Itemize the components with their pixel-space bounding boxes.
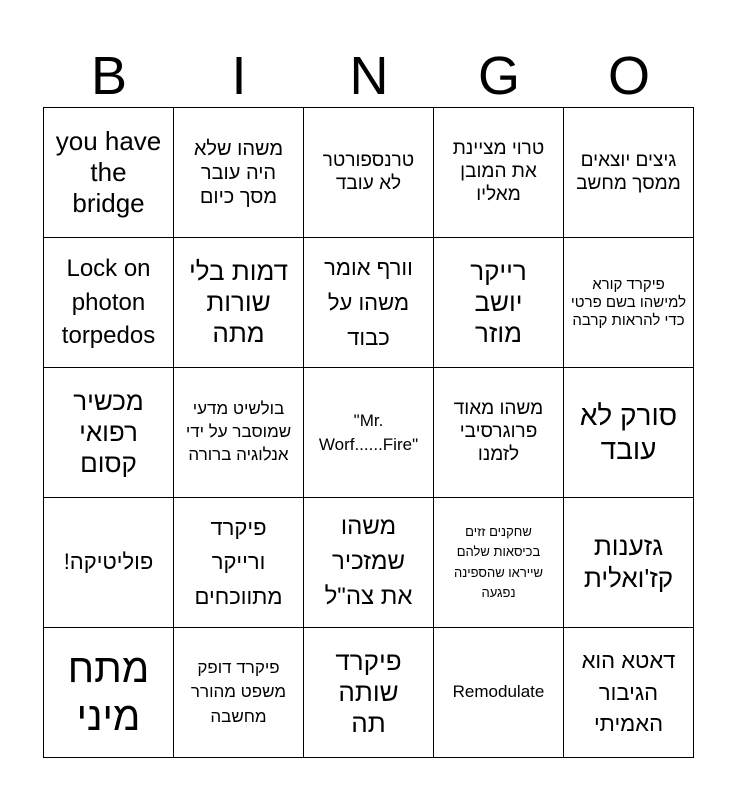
header-letter-g: G <box>477 46 520 106</box>
bingo-cell-r5c5[interactable] <box>564 628 694 758</box>
header-letter-i: I <box>231 46 247 106</box>
bingo-cell-r5c1[interactable] <box>44 628 174 758</box>
bingo-cell-r3c1[interactable] <box>44 368 174 498</box>
bingo-cell-text: פיקרד דופק משפט מהורר מחשבה <box>190 657 287 726</box>
bingo-cell-r2c5[interactable] <box>564 238 694 368</box>
bingo-cell-r4c2[interactable] <box>174 498 304 628</box>
bingo-cell-text: טרנספורטר לא עובד <box>322 149 415 194</box>
bingo-cell-text: סורק לא עובד <box>579 399 678 465</box>
bingo-cell-r4c5[interactable] <box>564 498 694 628</box>
bingo-cell-r5c3[interactable] <box>304 628 434 758</box>
bingo-cell-r1c2[interactable] <box>174 108 304 238</box>
bingo-cell-text: משהו שמזכיר את צה"ל <box>324 513 413 610</box>
bingo-cell-text: מכשיר רפואי קסום <box>73 385 144 479</box>
bingo-cell-r3c4[interactable] <box>434 368 564 498</box>
bingo-cell-text: פוליטיקה! <box>63 549 154 575</box>
bingo-cell-r2c1[interactable] <box>44 238 174 368</box>
bingo-cell-text: גיצים יוצאים ממסך מחשב <box>576 149 681 194</box>
bingo-cell-text: פיקרד שותה תה <box>335 645 402 739</box>
bingo-cell-text: שחקנים זזים בכיסאות שלהם שייראו שהספינה נפגעה <box>453 524 544 600</box>
bingo-grid <box>43 107 694 758</box>
bingo-cell-text: טרוי מציינת את המובן מאליו <box>452 138 545 205</box>
bingo-header <box>44 44 694 108</box>
bingo-cell-r3c2[interactable] <box>174 368 304 498</box>
bingo-cell-r1c3[interactable] <box>304 108 434 238</box>
header-letter-b: B <box>90 46 128 106</box>
bingo-cell-r2c4[interactable] <box>434 238 564 368</box>
bingo-cell-text: משהו מאוד פרוגרסיבי לזמנו <box>453 398 544 465</box>
bingo-cell-text: גזענות קז'ואלית <box>583 531 674 593</box>
bingo-cell-r1c1[interactable] <box>44 108 174 238</box>
bingo-cell-r4c4[interactable] <box>434 498 564 628</box>
bingo-cell-text: מתח מיני <box>67 646 150 739</box>
bingo-cell-text: פיקרד קורא למישהו בשם פרטי כדי להראות קרבה <box>570 275 687 329</box>
bingo-cell-text: וורף אומר משהו על כבוד <box>324 254 413 351</box>
bingo-cell-text: משהו שלא היה עובר מסך כיום <box>193 137 284 208</box>
bingo-cell-text: פיקרד ורייקר מתווכחים <box>194 515 283 609</box>
bingo-cell-r3c3[interactable] <box>304 368 434 498</box>
bingo-cell-r4c1[interactable] <box>44 498 174 628</box>
bingo-cell-text: רייקר יושב מוזר <box>470 255 527 349</box>
bingo-cell-r4c3[interactable] <box>304 498 434 628</box>
bingo-cell-r2c2[interactable] <box>174 238 304 368</box>
bingo-cell-text: Lock on photon torpedos <box>61 255 156 350</box>
bingo-cell-r5c4[interactable] <box>434 628 564 758</box>
header-letter-o: O <box>607 46 650 106</box>
bingo-cell-text: דמות בלי שורות מתה <box>189 255 288 349</box>
bingo-cell-r2c3[interactable] <box>304 238 434 368</box>
bingo-cell-r1c4[interactable] <box>434 108 564 238</box>
bingo-cell-r3c5[interactable] <box>564 368 694 498</box>
header-letter-n: N <box>349 46 389 106</box>
bingo-cell-text: דאטא הוא הגיבור האמיתי <box>581 647 676 737</box>
bingo-cell-text: Remodulate <box>452 682 545 702</box>
bingo-cell-text: you have the bridge <box>55 125 162 219</box>
bingo-cell-r5c2[interactable] <box>174 628 304 758</box>
bingo-cell-text: "Mr. Worf......Fire" <box>318 410 419 454</box>
bingo-cell-text: בולשיט מדעי שמוסבר על ידי אנלוגיה ברורה <box>185 399 292 464</box>
bingo-cell-r1c5[interactable] <box>564 108 694 238</box>
